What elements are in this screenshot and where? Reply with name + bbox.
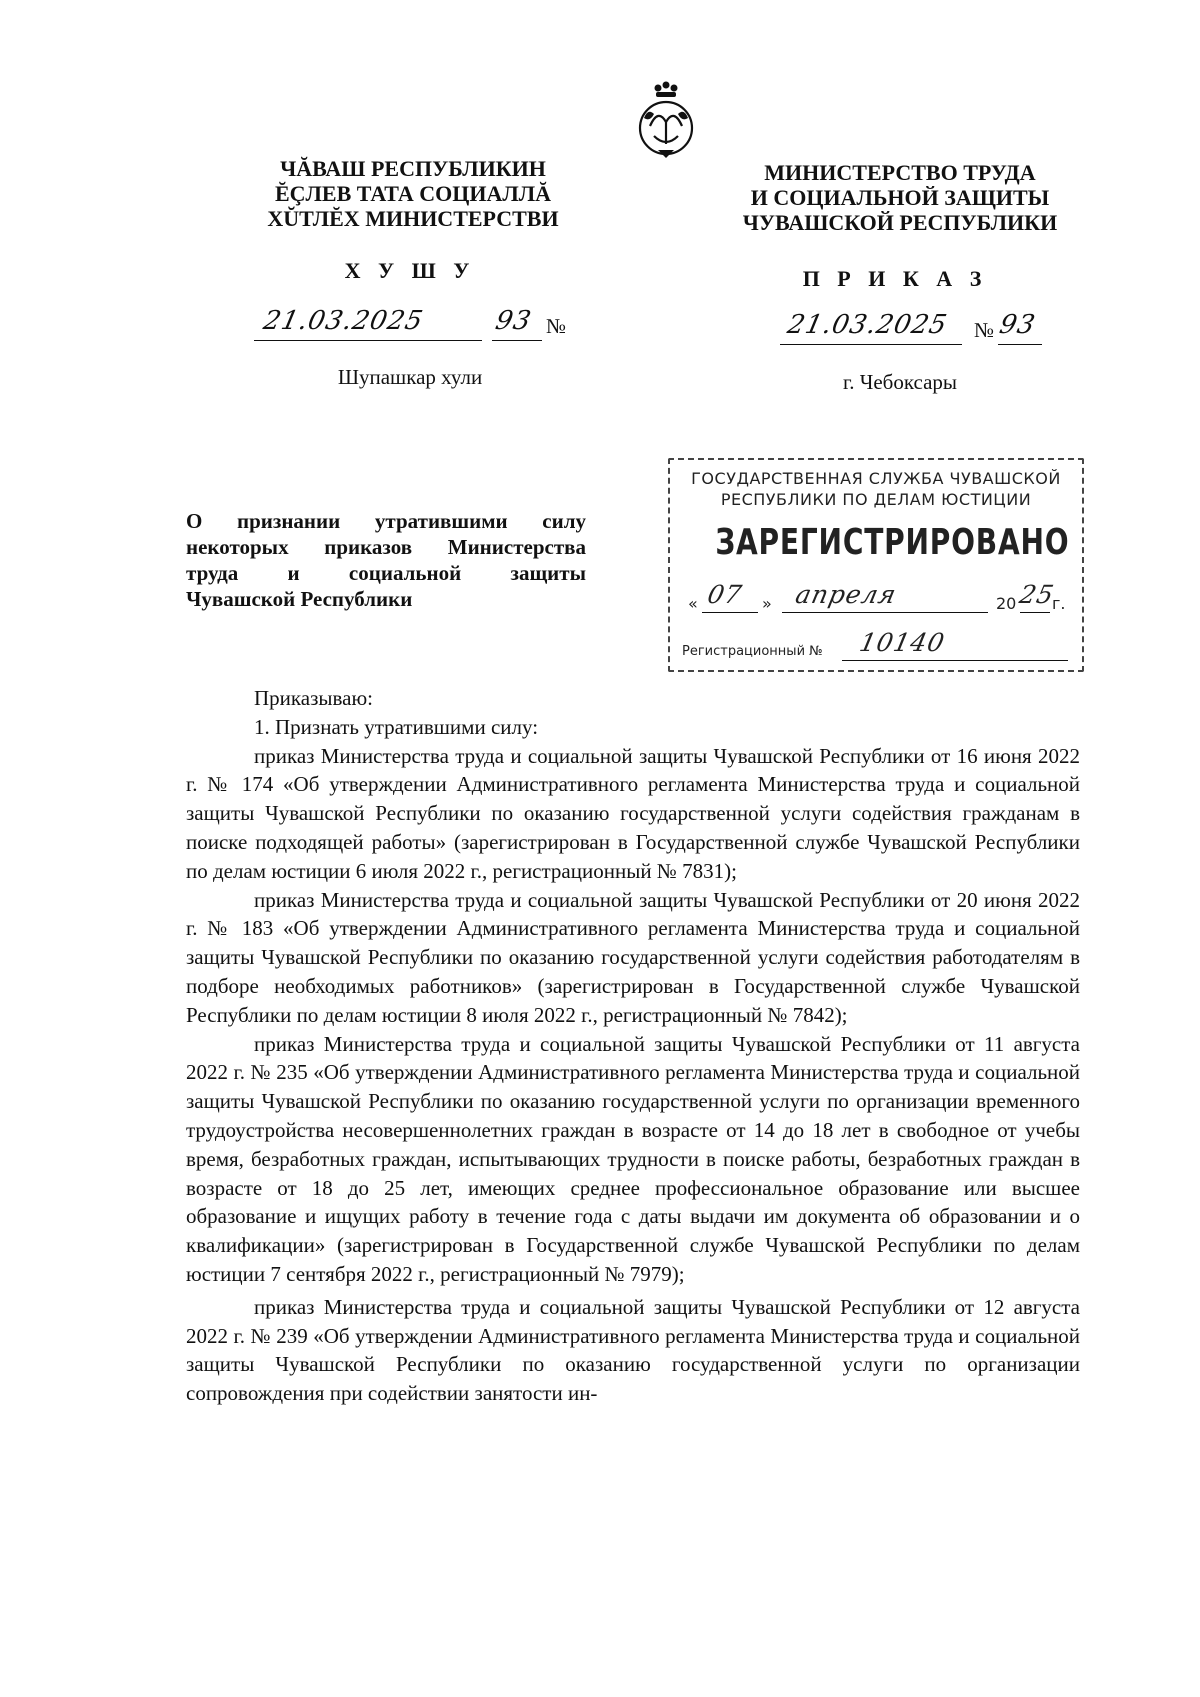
title-line: Чувашской Республики — [186, 587, 413, 611]
stamp-org — [678, 468, 1074, 510]
republic-emblem-icon — [628, 78, 704, 162]
doc-kind-russian: П Р И К А З — [802, 266, 988, 291]
stamp-month-field — [782, 582, 988, 613]
org-line: ĔÇЛЕВ ТАТА СОЦИАЛЛĂ — [274, 181, 552, 206]
order-paragraph: приказ Министерства труда и социальной защиты Чувашской Республики от 20 июня 2022 г. № 183 «Об утверждении Административного регламента Министерства труда и социальной защиты Чувашской Республики по оказанию государственной услуги содействия работодателям в подборе необходимых работников» (зарегистрирован в Государственной службе Чувашской Республики по делам юстиции 8 июля 2022 г., регистрационный № 7842); — [186, 887, 1080, 1027]
number-field-left — [492, 306, 542, 341]
handwritten-number: 93 — [492, 306, 535, 336]
intro-paragraph: Приказываю: — [254, 686, 373, 710]
date-field-right — [780, 310, 962, 345]
handwritten-day: 07 — [704, 580, 745, 609]
handwritten-number: 93 — [996, 310, 1039, 340]
org-name-chuvash — [218, 156, 608, 231]
number-sign: № — [974, 318, 995, 342]
title-line: труда и социальной защиты — [186, 561, 586, 585]
stamp-year-field — [1016, 580, 1057, 613]
order-paragraph: приказ Министерства труда и социальной защиты Чувашской Республики от 16 июня 2022 г. № 174 «Об утверждении Административного регламента Министерства труда и социальной защиты Чувашской Республики по оказанию государственной услуги содействия гражданам в поиске подходящей работы» (зарегистрирован в Государственной службе Чувашской Республики по делам юстиции 6 июля 2022 г., регистрационный № 7831); — [186, 743, 1080, 883]
place-chuvash: Шупашкар хули — [337, 365, 483, 389]
title-line: О признании утратившими силу — [186, 509, 586, 533]
registration-stamp — [668, 458, 1084, 672]
document-title — [186, 508, 586, 612]
order-paragraph: приказ Министерства труда и социальной защиты Чувашской Республики от 11 августа 2022 г. № 235 «Об утверждении Административного регламента Министерства труда и социальной защиты Чувашской Республики по оказанию государственной услуги по организации временного трудоустройства несовершеннолетних граждан в возрасте от 14 до 18 лет в свободное от учебы время, безработных граждан, испытывающих трудности в поиске работы, безработных граждан в возрасте от 18 до 25 лет, имеющих среднее профессиональное образование или высшее образование и ищущих работу в течение года с даты выдачи им документа об образовании и о квалификации» (зарегистрирован в Государственной службе Чувашской Республики по делам юстиции 7 сентября 2022 г., регистрационный № 7979); — [186, 1031, 1080, 1286]
org-name-russian — [700, 160, 1100, 235]
handwritten-date: 21.03.2025 — [260, 306, 427, 336]
stamp-day-field — [702, 582, 758, 613]
handwritten-month: апреля — [792, 580, 900, 609]
number-sign: № — [546, 314, 567, 338]
reg-label: Регистрационный № — [682, 644, 823, 659]
item-paragraph: 1. Признать утратившими силу: — [254, 714, 539, 739]
quote-close: » — [762, 594, 772, 613]
place-russian: г. Чебоксары — [842, 370, 958, 394]
stamp-date-line — [688, 580, 1068, 620]
doc-kind-chuvash: Х У Ш У — [344, 258, 476, 283]
document-body — [186, 684, 1080, 1408]
stamp-reg-line — [680, 630, 1075, 664]
order-paragraph: приказ Министерства труда и социальной защиты Чувашской Республики от 12 августа 2022 г. № 239 «Об утверждении Административного регламента Министерства труда и социальной защиты Чувашской Республики по оказанию государственной услуги по организации сопровождения при содействии занятости ин- — [186, 1294, 1080, 1406]
date-field-left — [254, 306, 482, 341]
stamp-status: ЗАРЕГИСТРИРОВАНО — [715, 522, 1070, 563]
org-line: И СОЦИАЛЬНОЙ ЗАЩИТЫ — [750, 185, 1050, 210]
org-line: ЧĂВАШ РЕСПУБЛИКИН — [280, 156, 546, 181]
org-line: МИНИСТЕРСТВО ТРУДА — [764, 160, 1036, 185]
year-prefix: 20 — [996, 594, 1017, 613]
stamp-org-line: ГОСУДАРСТВЕННАЯ СЛУЖБА ЧУВАШСКОЙ — [691, 469, 1061, 488]
title-line: некоторых приказов Министерства — [186, 535, 586, 559]
handwritten-reg-number: 10140 — [856, 628, 948, 657]
number-field-right — [998, 310, 1042, 345]
year-suffix: г. — [1052, 594, 1066, 613]
handwritten-date: 21.03.2025 — [784, 310, 951, 340]
org-line: ЧУВАШСКОЙ РЕСПУБЛИКИ — [742, 210, 1058, 235]
quote-open: « — [688, 594, 698, 613]
handwritten-year: 25 — [1016, 580, 1057, 609]
stamp-reg-field — [842, 628, 1068, 661]
stamp-org-line: РЕСПУБЛИКИ ПО ДЕЛАМ ЮСТИЦИИ — [720, 490, 1032, 509]
org-line: ХŬТЛĔХ МИНИСТЕРСТВИ — [267, 206, 559, 231]
